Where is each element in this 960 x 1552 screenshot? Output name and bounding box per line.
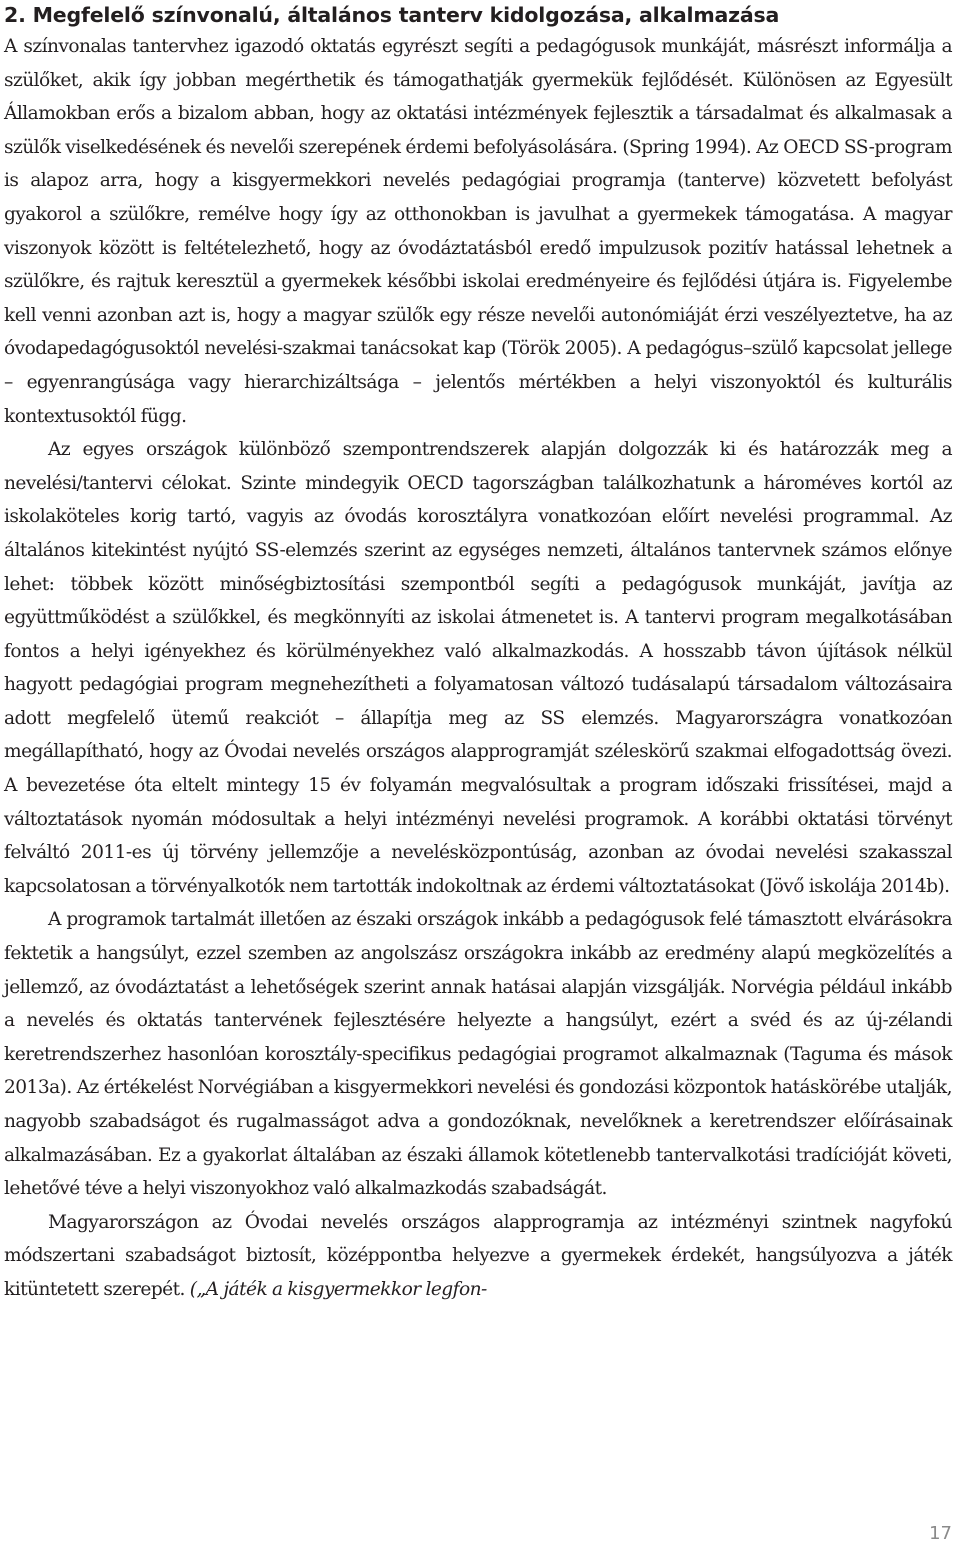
document-page [4,0,952,1307]
paragraph-4-italic-quote: („A játék a kisgyermekkor legfon- [189,1278,487,1300]
section-title: Megfelelő színvonalú, általános tanterv kidolgozása, alkalmazása [32,3,780,27]
section-heading [4,0,952,30]
paragraph-3: A programok tartalmát illetően az északi országok inkább a pedagógusok felé támasztott elvárásokra fektetik a hangsúlyt, ezzel szemben az angolszász országokra inkább az eredmény alapú megközelítés a jellemző, az óvodáztatást a lehetőségek szerint annak hatásai alapján vizsgálják. Norvégia például inkább a nevelés és oktatás tantervének fejlesztésére helyezte a hangsúlyt, ezért a svéd és az új-zélandi keretrendszerhez hasonlóan korosztály-specifikus pedagógiai programot alkalmaznak (Taguma és mások 2013a). Az értékelést Norvégiában a kisgyermekkori nevelési és gondozási központok hatáskörébe utalják, nagyobb szabadságot és rugalmasságot adva a gondozóknak, nevelőknek a keretrendszer előírásainak alkalmazásában. Ez a gyakorlat általában az északi államok kötetlenebb tantervalkotási tradícióját követi, lehetővé téve a helyi viszonyokhoz való alkalmazkodás szabadságát. [4,909,952,1200]
paragraph-4-text: Magyarországon az Óvodai nevelés országos alapprogramja az intézményi szintnek nagyfokú módszertani szabadságot biztosít, középpontba helyezve a gyermekek érdekét, hangsúlyozva a játék kitüntetett szerepét. [4,1211,952,1300]
page-number: 17 [929,1523,952,1544]
paragraph-1: A színvonalas tantervhez igazodó oktatás egyrészt segíti a pedagógusok munkáját, másrészt informálja a szülőket, akik így jobban megérthetik és támogathatják gyermekük fejlődését. Különösen az Egyesült Államokban erős a bizalom abban, hogy az oktatási intézmények fejlesztik a társadalmat és alkalmasak a szülők viselkedésének és nevelői szerepének érdemi befolyásolására. (Spring 1994). Az OECD SS-program is alapoz arra, hogy a kisgyermekkori nevelés pedagógiai programja (tanterve) közvetett befolyást gyakorol a szülőkre, remélve hogy így az otthonokban is javulhat a gyermekek támogatása. A magyar viszonyok között is feltételezhető, hogy az óvodáztatásból eredő impulzusok pozitív hatással lehetnek a szülőkre, és rajtuk keresztül a gyermekek későbbi iskolai eredményeire és fejlődési útjára is. Figyelembe kell venni azonban azt is, hogy a magyar szülők egy része nevelői autonómiáját érzi veszélyeztetve, ha az óvodapedagógusoktól nevelési-szakmai tanácsokat kap (Török 2005). A pedagógus–szülő kapcsolat jellege – egyenrangúsága vagy hierarchizáltsága – jelentős mértékben a helyi viszonyoktól és kulturális kontextusoktól függ. [4,36,952,427]
section-number: 2. [4,3,26,27]
paragraph-4 [4,1206,952,1307]
paragraph-2: Az egyes országok különböző szempontrendszerek alapján dolgozzák ki és határozzák meg a nevelési/tantervi célokat. Szinte mindegyik OECD tagországban találkozhatunk a hároméves kortól az iskolaköteles korig tartó, vagyis az óvodás korosztályra vonatkozóan előírt nevelési programmal. Az általános kitekintést nyújtó SS-elemzés szerint az egységes nemzeti, általános tantervnek számos előnye lehet: többek között minőségbiztosítási szempontból segíti a pedagógusok munkáját, javítja az együttműködést a szülőkkel, és megkönnyíti az iskolai átmenetet is. A tantervi program megalkotásában fontos a helyi igényekhez és körülményekhez való alkalmazkodás. A hosszabb távon újítások nélkül hagyott pedagógiai program megnehezítheti a folyamatosan változó tudásalapú társadalom változásaira adott megfelelő ütemű reakciót – állapítja meg az SS elemzés. Magyarországra vonatkozóan megállapítható, hogy az Óvodai nevelés országos alapprogramját széleskörű szakmai elfogadottság övezi. A bevezetése óta eltelt mintegy 15 év folyamán megvalósultak a program időszaki frissítései, majd a változtatások nyomán módosultak a helyi intézményi nevelési programok. A korábbi oktatási törvényt felváltó 2011-es új törvény jellemzője a nevelésközpontúság, azonban az óvodai nevelési szakasszal kapcsolatosan a törvényalkotók nem tartották indokoltnak az érdemi változtatásokat (Jövő iskolája 2014b). [4,439,952,897]
